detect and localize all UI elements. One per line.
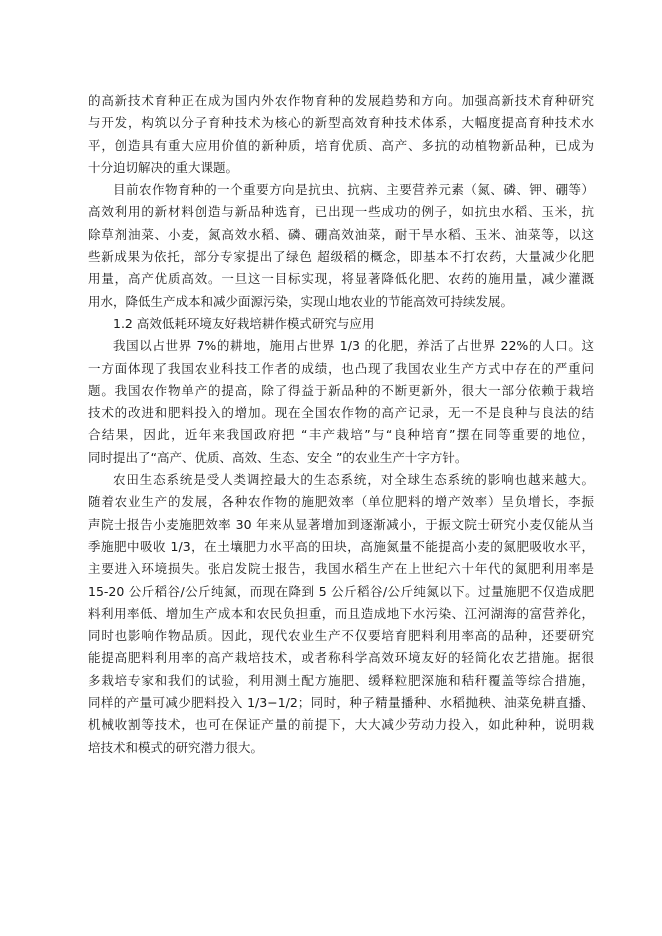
text-line: 与开发，构筑以分子育种技术为核心的新型高效育种技术体系，大幅度提高育种技术水 (88, 115, 594, 131)
text-line: 平，创造具有重大应用价值的新种质，培育优质、高产、多抗的动植物新品种，已成为 (88, 137, 594, 153)
text-line: 同时提出了“高产、优质、高效、生态、安全 ”的农业生产十字方针。 (88, 449, 468, 465)
text-line: 声院士报告小麦施肥效率 30 年来从显著增加到逐渐减小，于振文院士研究小麦仅能从当 (88, 516, 594, 532)
text-line: 我国以占世界 7%的耕地，施用占世界 1/3 的化肥，养活了占世界 22%的人口。这 (113, 338, 594, 354)
text-line: 合结果，因此，近年来我国政府把 “丰产栽培”与“良种培育”摆在同等重要的地位， (88, 427, 594, 443)
text-line: 同时也影响作物品质。因此，现代农业生产不仅要培育肥料利用率高的品种，还要研究 (88, 628, 594, 644)
text-line: 除草剂油菜、小麦，氮高效水稻、磷、硼高效油菜，耐干旱水稻、玉米、油菜等，以这 (88, 226, 594, 242)
body-text (88, 90, 594, 759)
text-line: 技术的改进和肥料投入的增加。现在全国农作物的高产记录，无一不是良种与良法的结 (88, 405, 594, 421)
text-line: 目前农作物育种的一个重要方向是抗虫、抗病、主要营养元素（氮、磷、钾、硼等） (113, 182, 594, 198)
text-line: 主要进入环境损失。张启发院士报告，我国水稻生产在上世纪六十年代的氮肥利用率是 (88, 561, 594, 577)
text-line: 农田生态系统是受人类调控最大的生态系统，对全球生态系统的影响也越来越大。 (113, 472, 594, 488)
text-line: 能提高肥料利用率的高产栽培技术，或者称科学高效环境友好的轻简化农艺措施。据很 (88, 650, 594, 666)
text-line: 多栽培专家和我们的试验，利用测土配方施肥、缓释粒肥深施和秸秆覆盖等综合措施， (88, 672, 594, 688)
text-line: 随着农业生产的发展，各种农作物的施肥效率（单位肥料的增产效率）呈负增长，李振 (88, 494, 594, 510)
text-line: 料利用率低、增加生产成本和农民负担重，而且造成地下水污染、江河湖海的富营养化， (88, 605, 594, 621)
text-line: 同样的产量可减少肥料投入 1/3−1/2；同时，种子精量播种、水稻抛秧、油菜免耕直播、 (88, 695, 594, 711)
text-line: 季施肥中吸收 1/3，在土壤肥力水平高的田块，高施氮量不能提高小麦的氮肥吸收水平， (88, 538, 594, 554)
text-line: 用水，降低生产成本和减少面源污染，实现山地农业的节能高效可持续发展。 (88, 293, 514, 309)
text-line: 十分迫切解决的重大课题。 (88, 159, 239, 175)
text-line: 用量，高产优质高效。一旦这一目标实现，将显著降低化肥、农药的施用量，减少灌溉 (88, 271, 594, 287)
text-line: 一方面体现了我国农业科技工作者的成绩，也凸现了我国农业生产方式中存在的严重问 (88, 360, 594, 376)
text-line: 培技术和模式的研究潜力很大。 (88, 739, 264, 755)
text-line: 些新成果为依托，部分专家提出了绿色 超级稻的概念，即基本不打农药，大量减少化肥 (88, 249, 594, 265)
text-line: 1.2 高效低耗环境友好栽培耕作模式研究与应用 (113, 315, 375, 331)
text-line: 题。我国农作物单产的提高，除了得益于新品种的不断更新外，很大一部分依赖于栽培 (88, 382, 594, 398)
text-line: 机械收割等技术，也可在保证产量的前提下，大大减少劳动力投入，如此种种，说明栽 (88, 717, 594, 733)
text-line: 高效利用的新材料创造与新品种选育，已出现一些成功的例子，如抗虫水稻、玉米，抗 (88, 204, 594, 220)
text-line: 的高新技术育种正在成为国内外农作物育种的发展趋势和方向。加强高新技术育种研究 (88, 93, 594, 108)
text-line: 15-20 公斤稻谷/公斤纯氮，而现在降到 5 公斤稻谷/公斤纯氮以下。过量施肥不仅造成肥 (88, 583, 594, 599)
